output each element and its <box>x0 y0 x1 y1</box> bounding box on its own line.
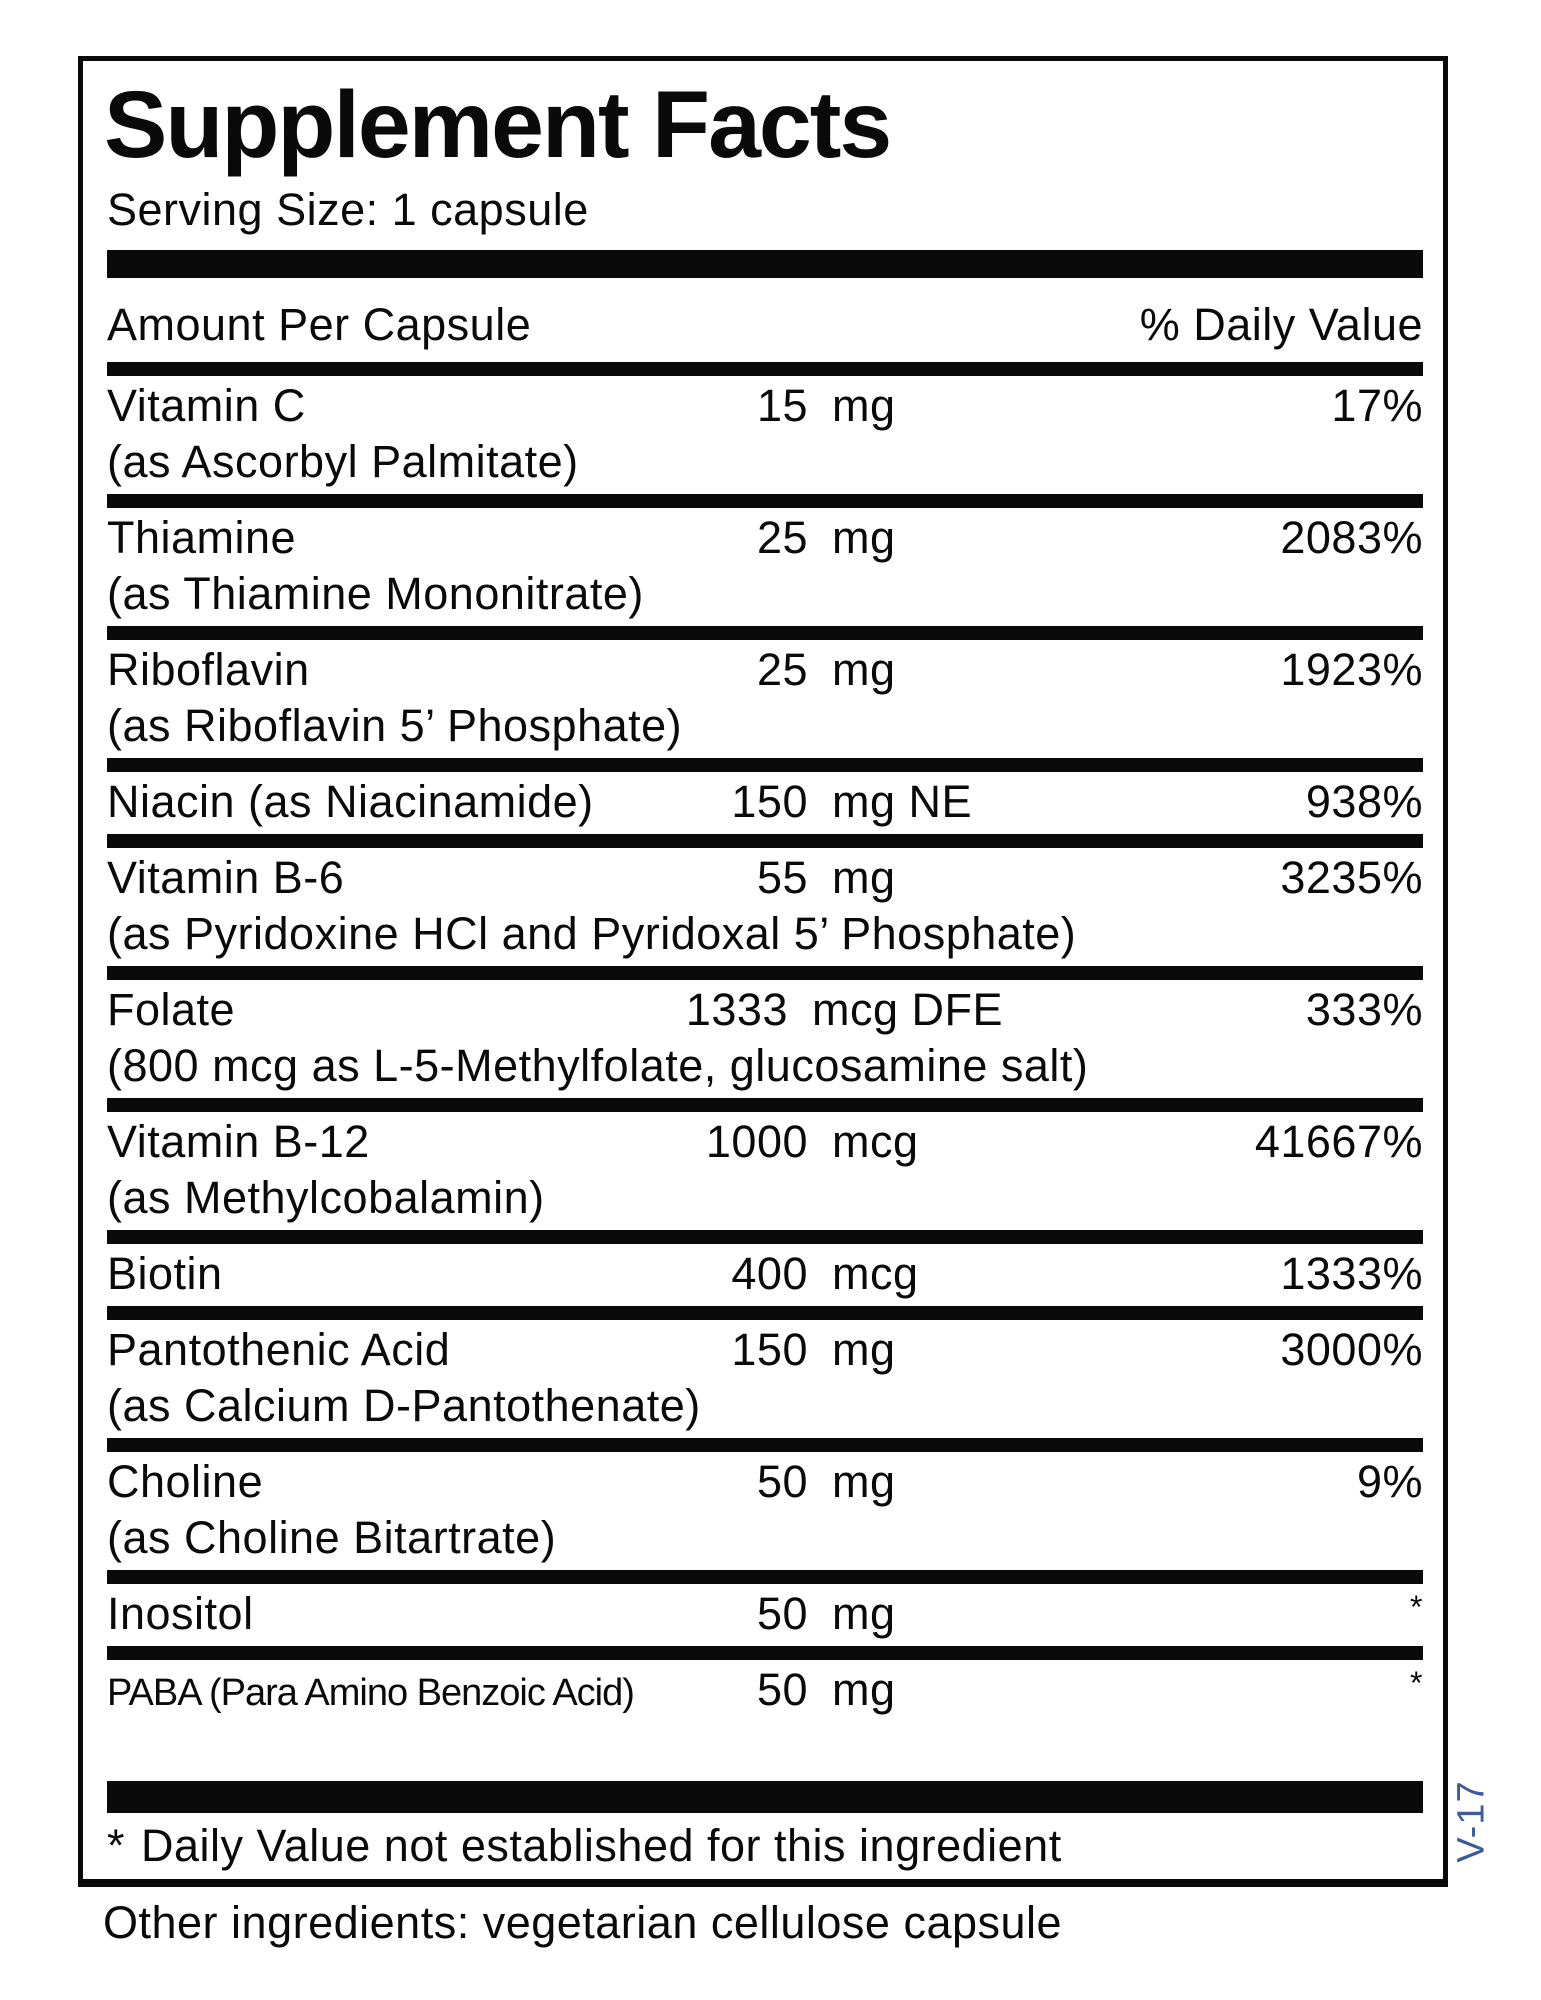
ingredient-daily-value: 3235% <box>1280 852 1423 903</box>
thick-divider-bottom <box>107 1781 1423 1813</box>
ingredient-line <box>107 983 1423 1037</box>
row-divider <box>107 362 1423 376</box>
ingredient-name: Choline <box>107 1456 264 1507</box>
ingredient-unit: mg <box>832 852 896 903</box>
row-divider <box>107 834 1423 848</box>
header-daily-value-column: % Daily Value <box>1139 299 1423 350</box>
ingredient-line <box>107 511 1423 565</box>
ingredient-line <box>107 851 1423 905</box>
ingredient-name: Inositol <box>107 1588 254 1639</box>
ingredient-source: (as Choline Bitartrate) <box>107 1512 557 1563</box>
version-code <box>1444 1758 1500 1884</box>
ingredient-unit: mg <box>832 1456 896 1507</box>
row-divider <box>107 626 1423 640</box>
table-row <box>107 640 1423 758</box>
ingredient-name: Pantothenic Acid <box>107 1324 451 1375</box>
table-row <box>107 1320 1423 1438</box>
ingredient-daily-value: 333% <box>1305 984 1423 1035</box>
ingredient-source: (as Riboflavin 5’ Phosphate) <box>107 700 683 751</box>
table-row <box>107 848 1423 966</box>
footnote-asterisk: * <box>107 1820 126 1871</box>
supplement-facts-panel <box>78 56 1448 1887</box>
daily-value-footnote <box>107 1813 1423 1873</box>
table-header-row <box>107 292 1423 362</box>
ingredient-name: Vitamin B-12 <box>107 1116 370 1167</box>
ingredient-daily-value: 41667% <box>1254 1116 1423 1167</box>
ingredient-line <box>107 1247 1423 1301</box>
ingredient-unit: mcg <box>832 1116 919 1167</box>
ingredient-daily-value-asterisk: * <box>1410 1665 1423 1701</box>
ingredient-daily-value: 17% <box>1331 380 1423 431</box>
ingredient-line <box>107 1663 1423 1720</box>
version-code-text: V-17 <box>1450 1779 1493 1863</box>
ingredient-line <box>107 1587 1423 1641</box>
table-row <box>107 772 1423 834</box>
ingredient-amount: 150 <box>731 776 808 827</box>
ingredient-unit: mg <box>832 644 896 695</box>
ingredient-unit: mg <box>832 1664 896 1715</box>
ingredient-amount: 1000 <box>705 1116 808 1167</box>
ingredient-source: (as Ascorbyl Palmitate) <box>107 436 579 487</box>
ingredient-unit: mg NE <box>832 776 973 827</box>
ingredient-line <box>107 1455 1423 1509</box>
ingredient-name: Vitamin C <box>107 380 306 431</box>
row-divider <box>107 1306 1423 1320</box>
ingredient-daily-value: 1923% <box>1280 644 1423 695</box>
footnote-text: Daily Value not established for this ingredient <box>141 1820 1062 1871</box>
ingredient-source: (as Calcium D-Pantothenate) <box>107 1380 701 1431</box>
row-divider <box>107 758 1423 772</box>
ingredient-amount: 50 <box>756 1588 808 1639</box>
ingredient-unit: mcg DFE <box>811 984 1003 1035</box>
ingredient-name: Thiamine <box>107 512 297 563</box>
ingredient-daily-value: 3000% <box>1280 1324 1423 1375</box>
table-row <box>107 1660 1423 1725</box>
ingredient-source: (as Thiamine Mononitrate) <box>107 568 644 619</box>
ingredient-amount: 50 <box>756 1664 808 1715</box>
row-divider <box>107 1230 1423 1244</box>
ingredient-daily-value: 1333% <box>1280 1248 1423 1299</box>
ingredient-amount: 1333 <box>685 984 788 1035</box>
header-amount-column: Amount Per Capsule <box>107 299 532 350</box>
ingredient-name: Folate <box>107 984 236 1035</box>
ingredient-daily-value: 2083% <box>1280 512 1423 563</box>
row-divider <box>107 1098 1423 1112</box>
ingredient-line <box>107 1323 1423 1377</box>
table-row <box>107 508 1423 626</box>
ingredient-source: (800 mcg as L-5-Methylfolate, glucosamine salt) <box>107 1040 1089 1091</box>
ingredient-unit: mg <box>832 512 896 563</box>
ingredient-name: Vitamin B-6 <box>107 852 345 903</box>
ingredient-name: Biotin <box>107 1248 223 1299</box>
table-row <box>107 1584 1423 1646</box>
ingredient-line <box>107 379 1423 433</box>
ingredient-amount: 150 <box>731 1324 808 1375</box>
ingredient-amount: 15 <box>756 380 808 431</box>
panel-title: Supplement Facts <box>104 72 891 178</box>
ingredient-daily-value-asterisk: * <box>1410 1589 1423 1625</box>
row-divider <box>107 1646 1423 1660</box>
ingredient-source: (as Methylcobalamin) <box>107 1172 545 1223</box>
ingredient-line <box>107 643 1423 697</box>
ingredient-amount: 25 <box>756 512 808 563</box>
ingredient-amount: 400 <box>731 1248 808 1299</box>
ingredient-name: PABA (Para Amino Benzoic Acid) <box>107 1672 634 1714</box>
ingredient-unit: mcg <box>832 1248 919 1299</box>
row-divider <box>107 494 1423 508</box>
ingredient-amount: 50 <box>756 1456 808 1507</box>
ingredient-name: Riboflavin <box>107 644 310 695</box>
other-ingredients-line: Other ingredients: vegetarian cellulose capsule <box>103 1897 1063 1948</box>
ingredient-unit: mg <box>832 380 896 431</box>
ingredient-daily-value: 938% <box>1305 776 1423 827</box>
thick-divider-top <box>107 250 1423 278</box>
table-row <box>107 1112 1423 1230</box>
ingredient-line <box>107 1115 1423 1169</box>
row-divider <box>107 1438 1423 1452</box>
ingredient-daily-value: 9% <box>1356 1456 1423 1507</box>
table-row <box>107 376 1423 494</box>
ingredient-source: (as Pyridoxine HCl and Pyridoxal 5’ Phosphate) <box>107 908 1077 959</box>
row-divider <box>107 1570 1423 1584</box>
row-divider <box>107 966 1423 980</box>
serving-size-line: Serving Size: 1 capsule <box>107 184 589 235</box>
ingredient-amount: 25 <box>756 644 808 695</box>
ingredient-unit: mg <box>832 1324 896 1375</box>
ingredient-amount: 55 <box>756 852 808 903</box>
ingredient-line <box>107 775 1423 829</box>
ingredient-name: Niacin (as Niacinamide) <box>107 776 594 827</box>
ingredient-unit: mg <box>832 1588 896 1639</box>
table-row <box>107 980 1423 1098</box>
table-row <box>107 1452 1423 1570</box>
table-row <box>107 1244 1423 1306</box>
